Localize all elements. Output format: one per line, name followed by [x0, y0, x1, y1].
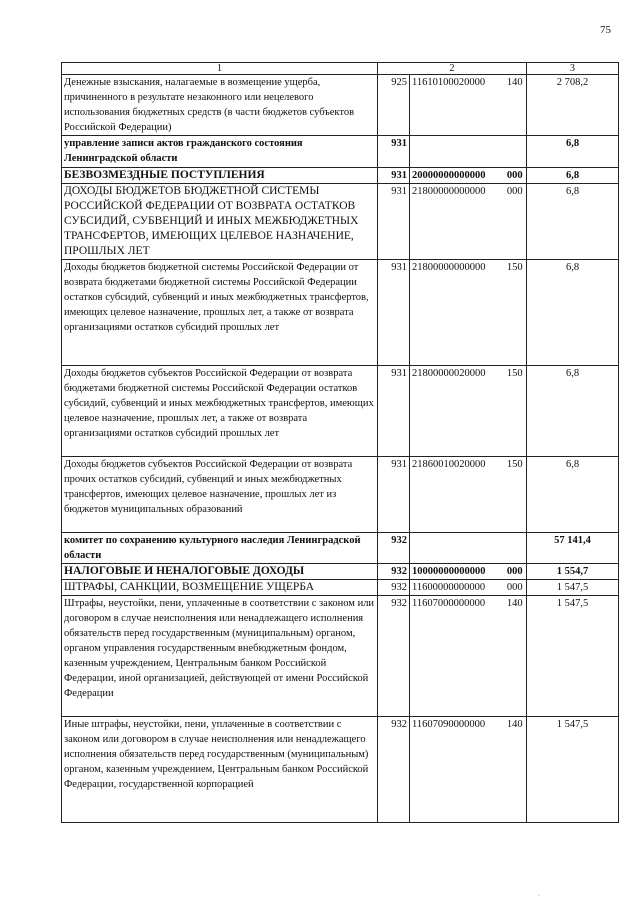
row-name: Штрафы, неустойки, пени, уплаченные в соответствии с законом или договором в случае неисполнения или ненадлежащего исполнения обязательств перед государственным (муниципальным) органом, органом управления государственным внебюджетным фондом, казенным учреждением, Центральным банком Российской Федерации, иной организацией, действующей от имени Российской Федерации	[62, 596, 378, 717]
row-revenue-code: 21800000020000	[410, 366, 504, 457]
row-subcode: 140	[504, 717, 527, 823]
row-revenue-code: 21800000000000	[410, 184, 504, 260]
row-amount: 2 708,2	[527, 75, 619, 136]
row-subcode: 000	[504, 564, 527, 580]
table-row	[62, 260, 619, 366]
table-row	[62, 596, 619, 717]
row-revenue-code: 11607090000000	[410, 717, 504, 823]
row-admin-code: 925	[378, 75, 410, 136]
row-subcode: 140	[504, 596, 527, 717]
table-row	[62, 564, 619, 580]
page-number: 75	[600, 24, 611, 36]
row-name: Иные штрафы, неустойки, пени, уплаченные в соответствии с законом или договором в случае неисполнения или ненадлежащего исполнения обязательств перед государственным (муниципальным) органом, казенным учреждением, Центральным банком Российской Федерации, государственной корпорацией	[62, 717, 378, 823]
row-admin-code: 932	[378, 596, 410, 717]
row-admin-code: 931	[378, 366, 410, 457]
table-row	[62, 168, 619, 184]
row-name: управление записи актов гражданского состояния Ленинградской области	[62, 136, 378, 168]
row-name: НАЛОГОВЫЕ И НЕНАЛОГОВЫЕ ДОХОДЫ	[62, 564, 378, 580]
row-name: ШТРАФЫ, САНКЦИИ, ВОЗМЕЩЕНИЕ УЩЕРБА	[62, 580, 378, 596]
table-row	[62, 533, 619, 564]
row-revenue-code: 11610100020000	[410, 75, 504, 136]
row-subcode: 140	[504, 75, 527, 136]
row-name: Денежные взыскания, налагаемые в возмещение ущерба, причиненного в результате незаконного или нецелевого использования бюджетных средств (в части бюджетов субъектов Российской Федерации)	[62, 75, 378, 136]
scan-speck: ·	[538, 893, 540, 899]
row-name: БЕЗВОЗМЕЗДНЫЕ ПОСТУПЛЕНИЯ	[62, 168, 378, 184]
row-subcode	[504, 136, 527, 168]
row-amount: 6,8	[527, 168, 619, 184]
row-amount: 57 141,4	[527, 533, 619, 564]
table-header-row	[62, 63, 619, 75]
row-subcode: 150	[504, 260, 527, 366]
row-name: Доходы бюджетов бюджетной системы Российской Федерации от возврата бюджетами бюджетной системы Российской Федерации остатков субсидий, субвенций и иных межбюджетных трансфертов, имеющих целевое назначение, прошлых лет, а также от возврата организациями остатков субсидий прошлых лет	[62, 260, 378, 366]
row-admin-code: 932	[378, 717, 410, 823]
table-row	[62, 457, 619, 533]
row-revenue-code: 21800000000000	[410, 260, 504, 366]
row-revenue-code: 20000000000000	[410, 168, 504, 184]
row-subcode: 150	[504, 457, 527, 533]
row-name: ДОХОДЫ БЮДЖЕТОВ БЮДЖЕТНОЙ СИСТЕМЫ РОССИЙСКОЙ ФЕДЕРАЦИИ ОТ ВОЗВРАТА ОСТАТКОВ СУБСИДИЙ, СУБВЕНЦИЙ И ИНЫХ МЕЖБЮДЖЕТНЫХ ТРАНСФЕРТОВ, ИМЕЮЩИХ ЦЕЛЕВОЕ НАЗНАЧЕНИЕ, ПРОШЛЫХ ЛЕТ	[62, 184, 378, 260]
table-row	[62, 580, 619, 596]
row-name: комитет по сохранению культурного наследия Ленинградской области	[62, 533, 378, 564]
table-row	[62, 136, 619, 168]
row-subcode: 000	[504, 184, 527, 260]
row-amount: 6,8	[527, 366, 619, 457]
row-subcode: 150	[504, 366, 527, 457]
row-revenue-code	[410, 136, 504, 168]
row-amount: 1 547,5	[527, 596, 619, 717]
row-subcode: 000	[504, 580, 527, 596]
row-name: Доходы бюджетов субъектов Российской Федерации от возврата прочих остатков субсидий, субвенций и иных межбюджетных трансфертов, имеющих целевое назначение, прошлых лет из бюджетов муниципальных образований	[62, 457, 378, 533]
table-row	[62, 717, 619, 823]
row-amount: 6,8	[527, 457, 619, 533]
row-amount: 1 554,7	[527, 564, 619, 580]
table-row	[62, 366, 619, 457]
row-revenue-code: 10000000000000	[410, 564, 504, 580]
row-amount: 6,8	[527, 136, 619, 168]
row-amount: 6,8	[527, 260, 619, 366]
row-name: Доходы бюджетов субъектов Российской Федерации от возврата бюджетами бюджетной системы Российской Федерации остатков субсидий, субвенций и иных межбюджетных трансфертов, имеющих целевое назначение, прошлых лет, а также от возврата организациями остатков субсидий прошлых лет	[62, 366, 378, 457]
row-revenue-code	[410, 533, 504, 564]
row-admin-code: 932	[378, 564, 410, 580]
header-col-3: 3	[527, 63, 619, 75]
row-amount: 1 547,5	[527, 717, 619, 823]
row-amount: 1 547,5	[527, 580, 619, 596]
row-revenue-code: 11600000000000	[410, 580, 504, 596]
row-admin-code: 931	[378, 136, 410, 168]
row-admin-code: 932	[378, 580, 410, 596]
header-col-2: 2	[378, 63, 527, 75]
row-admin-code: 931	[378, 260, 410, 366]
row-admin-code: 931	[378, 457, 410, 533]
row-admin-code: 932	[378, 533, 410, 564]
row-revenue-code: 21860010020000	[410, 457, 504, 533]
table-row	[62, 75, 619, 136]
row-admin-code: 931	[378, 168, 410, 184]
header-col-1: 1	[62, 63, 378, 75]
row-admin-code: 931	[378, 184, 410, 260]
row-amount: 6,8	[527, 184, 619, 260]
row-subcode	[504, 533, 527, 564]
row-subcode: 000	[504, 168, 527, 184]
table-row	[62, 184, 619, 260]
row-revenue-code: 11607000000000	[410, 596, 504, 717]
revenue-table	[61, 62, 619, 823]
